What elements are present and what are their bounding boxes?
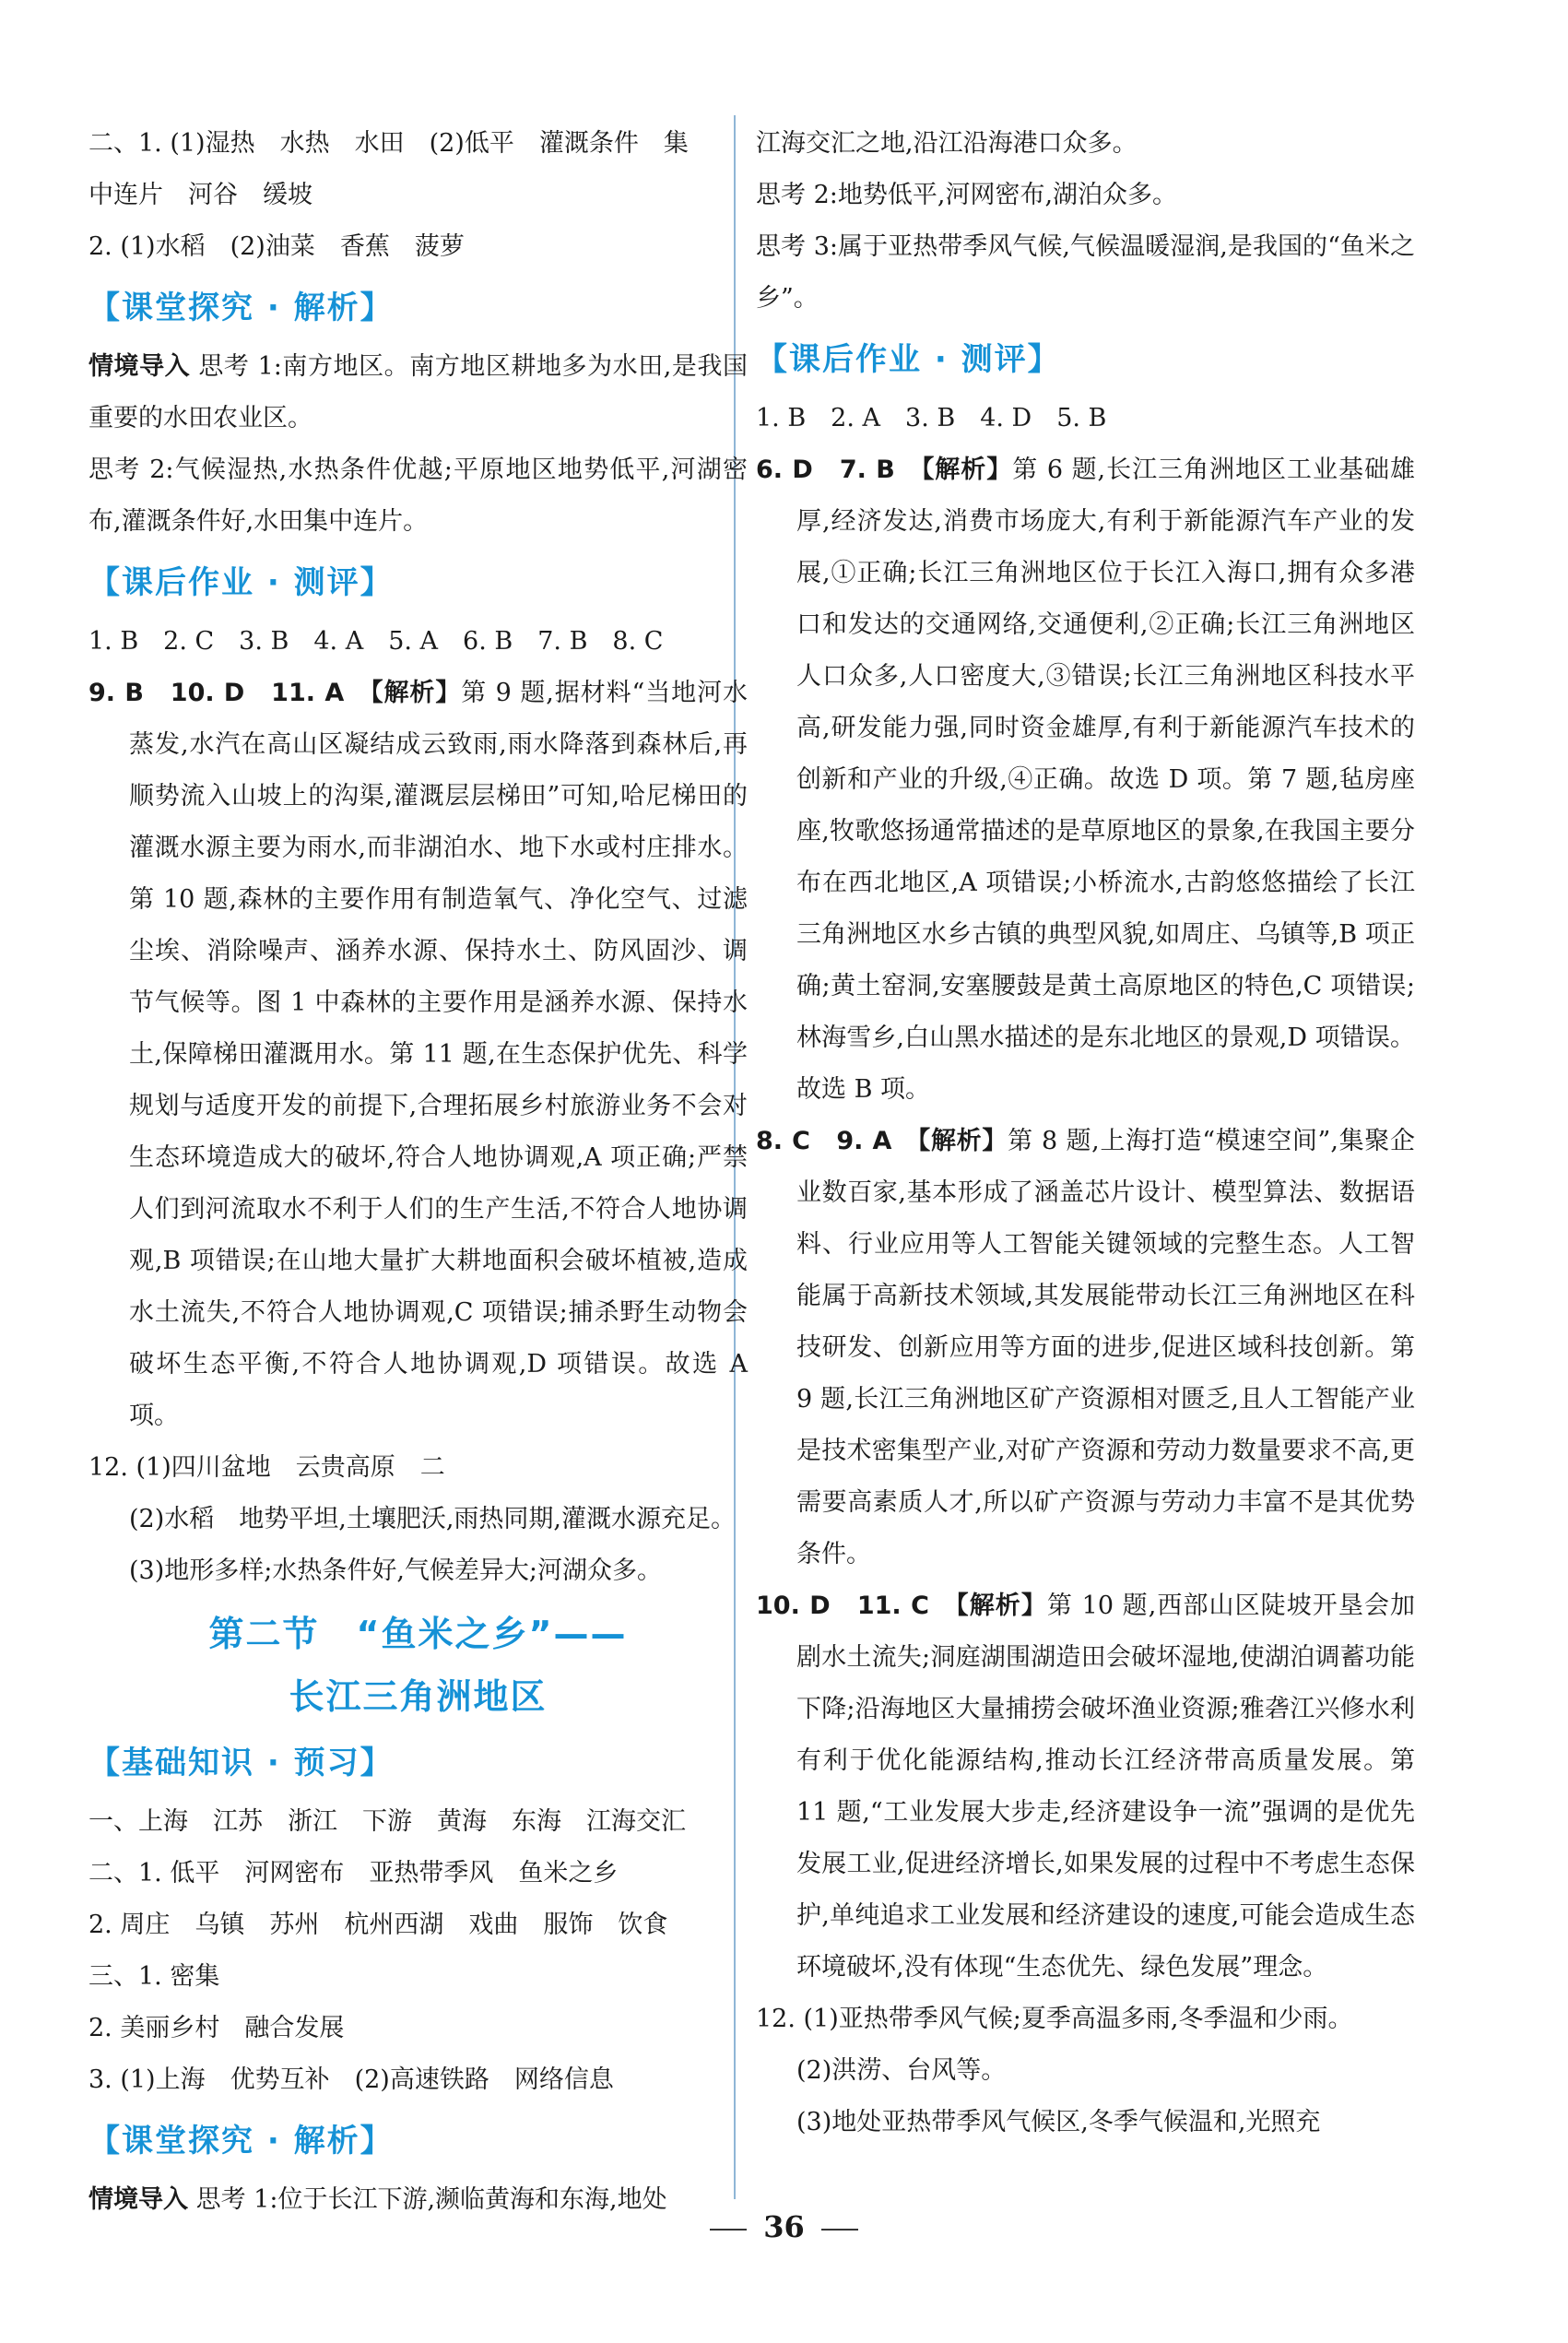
label-tag: 情境导入 — [88, 2185, 188, 2214]
answer-line: 12. (1)四川盆地 云贵高原 二 — [88, 1453, 445, 1482]
answer-numbers: 6. D 7. B — [756, 456, 922, 484]
page-number — [0, 2209, 1568, 2244]
explanation-text: 第 10 题,西部山区陡坡开垦会加剧水土流失;洞庭湖围湖造田会破坏湿地,使湖泊调蓄功能下降;沿海地区大量捕捞会破坏渔业资源;雅砻江兴修水利有利于优化能源结构,推动长江经济带高质量发展。第 11 题,“工业发展大步走,经济建设争一流”强调的是优先发展工业,促进经济增长,如果发展的过程中不考虑生态保护,单纯追求工业发展和经济建设的速度,可能会造成生态环境破坏,没有体现“生态优先、绿色发展”理念。 — [796, 1592, 1416, 1982]
answer-line: 一、上海 江苏 浙江 下游 黄海 东海 江海交汇 — [88, 1807, 686, 1836]
paragraph: 思考 2:地势低平,河网密布,湖泊众多。 — [756, 181, 1178, 209]
section-heading: 【课后作业 · 测评】 — [756, 341, 1061, 378]
answer-line: (2)洪涝、台风等。 — [796, 2056, 1007, 2085]
answer-line: (2)水稻 地势平坦,土壤肥沃,雨热同期,灌溉水源充足。 — [129, 1505, 736, 1533]
section-title: 长江三角洲地区 — [289, 1676, 548, 1717]
answer-explanation — [88, 668, 748, 1442]
answer-line: 二、1. (1)湿热 水热 水田 (2)低平 灌溉条件 集 — [88, 129, 689, 158]
section-title: 第二节 “鱼米之乡”—— — [208, 1614, 628, 1654]
dash-left — [710, 2229, 747, 2231]
label-tag: 情境导入 — [88, 352, 191, 381]
explanation-text: 第 9 题,据材料“当地河水蒸发,水汽在高山区凝结成云致雨,雨水降落到森林后,再顺势流入山坡上的沟渠,灌溉层层梯田”可知,哈尼梯田的灌溉水源主要为雨水,而非湖泊水、地下水或村庄排水。第 10 题,森林的主要作用有制造氧气、净化空气、过滤尘埃、消除噪声、涵养水源、保持水土、防风固沙、调节气候等。图 1 中森林的主要作用是涵养水源、保持水土,保障梯田灌溉用水。第 11 题,在生态保护优先、科学规划与适度开发的前提下,合理拓展乡村旅游业务不会对生态环境造成大的破坏,符合人地协调观,A 项正确;严禁人们到河流取水不利于人们的生产生活,不符合人地协调观,B 项错误;在山地大量扩大耕地面积会破坏植被,造成水土流失,不符合人地协调观,C 项错误;捕杀野生动物会破坏生态平衡,不符合人地协调观,D 项错误。故选 A 项。 — [129, 679, 749, 1430]
explanation-text: 第 8 题,上海打造“模速空间”,集聚企业数百家,基本形成了涵盖芯片设计、模型算法、数据语料、行业应用等人工智能关键领域的完整生态。人工智能属于高新技术领域,其发展能带动长江三角洲地区在科技研发、创新应用等方面的进步,促进区域科技创新。第 9 题,长江三角洲地区矿产资源相对匮乏,且人工智能产业是技术密集型产业,对矿产资源和劳动力数量要求不高,更需要高素质人才,所以矿产资源与劳动力丰富不是其优势条件。 — [796, 1127, 1415, 1568]
section-heading: 【课后作业 · 测评】 — [88, 564, 394, 601]
right-column — [756, 118, 1415, 2148]
section-heading: 【课堂探究 · 解析】 — [88, 290, 394, 326]
answer-explanation — [756, 1580, 1415, 1994]
answer-line: 2. 周庄 乌镇 苏州 杭州西湖 戏曲 服饰 饮食 — [88, 1911, 668, 1939]
answer-line: 12. (1)亚热带季风气候;夏季高温多雨,冬季温和少雨。 — [756, 2005, 1353, 2033]
analysis-tag: 【解析】 — [956, 1592, 1047, 1620]
answer-line: 中连片 河谷 缓坡 — [88, 181, 312, 209]
answer-line: 2. (1)水稻 (2)油菜 香蕉 菠萝 — [88, 232, 465, 261]
answer-numbers: 10. D 11. C — [756, 1592, 957, 1620]
answer-line: 3. (1)上海 优势互补 (2)高速铁路 网络信息 — [88, 2065, 614, 2094]
answer-line: 二、1. 低平 河网密布 亚热带季风 鱼米之乡 — [88, 1859, 619, 1887]
section-heading: 【课堂探究 · 解析】 — [88, 2123, 394, 2160]
dash-right — [821, 2229, 858, 2231]
page-number-text: 36 — [763, 2209, 805, 2244]
analysis-tag: 【解析】 — [917, 1127, 1008, 1155]
answer-line: 1. B 2. A 3. B 4. D 5. B — [756, 404, 1107, 432]
answer-explanation — [756, 444, 1415, 1116]
paragraph — [88, 341, 748, 444]
paragraph-text: 思考 1:南方地区。南方地区耕地多为水田,是我国重要的水田农业区。 — [88, 352, 748, 432]
paragraph: 思考 3:属于亚热带季风气候,气候温暖湿润,是我国的“鱼米之乡”。 — [756, 232, 1415, 313]
answer-numbers: 9. B 10. D 11. A — [88, 679, 371, 707]
answer-line: 2. 美丽乡村 融合发展 — [88, 2014, 345, 2042]
paragraph-text: 思考 1:位于长江下游,濒临黄海和东海,地处 — [188, 2185, 667, 2214]
analysis-tag: 【解析】 — [921, 456, 1013, 484]
answer-line: (3)地处亚热带季风气候区,冬季气候温和,光照充 — [796, 2108, 1321, 2136]
paragraph: 思考 2:气候湿热,水热条件优越;平原地区地势低平,河湖密布,灌溉条件好,水田集中连片。 — [88, 456, 748, 536]
answer-line: (3)地形多样;水热条件好,气候差异大;河湖众多。 — [129, 1556, 663, 1585]
left-column — [88, 118, 748, 2226]
paragraph: 江海交汇之地,沿江沿海港口众多。 — [756, 129, 1138, 158]
answer-numbers: 8. C 9. A — [756, 1127, 918, 1155]
answer-line: 1. B 2. C 3. B 4. A 5. A 6. B 7. B 8. C — [88, 627, 664, 656]
section-heading: 【基础知识 · 预习】 — [88, 1745, 394, 1781]
answer-explanation — [756, 1116, 1415, 1580]
answer-line: 三、1. 密集 — [88, 1962, 220, 1991]
analysis-tag: 【解析】 — [371, 679, 462, 707]
explanation-text: 第 6 题,长江三角洲地区工业基础雄厚,经济发达,消费市场庞大,有利于新能源汽车产业的发展,①正确;长江三角洲地区位于长江入海口,拥有众多港口和发达的交通网络,交通便利,②正确;长江三角洲地区人口众多,人口密度大,③错误;长江三角洲地区科技水平高,研发能力强,同时资金雄厚,有利于新能源汽车技术的创新和产业的升级,④正确。故选 D 项。第 7 题,毡房座座,牧歌悠扬通常描述的是草原地区的景象,在我国主要分布在西北地区,A 项错误;小桥流水,古韵悠悠描绘了长江三角洲地区水乡古镇的典型风貌,如周庄、乌镇等,B 项正确;黄土窑洞,安塞腰鼓是黄土高原地区的特色,C 项错误;林海雪乡,白山黑水描述的是东北地区的景观,D 项错误。故选 B 项。 — [796, 456, 1415, 1104]
